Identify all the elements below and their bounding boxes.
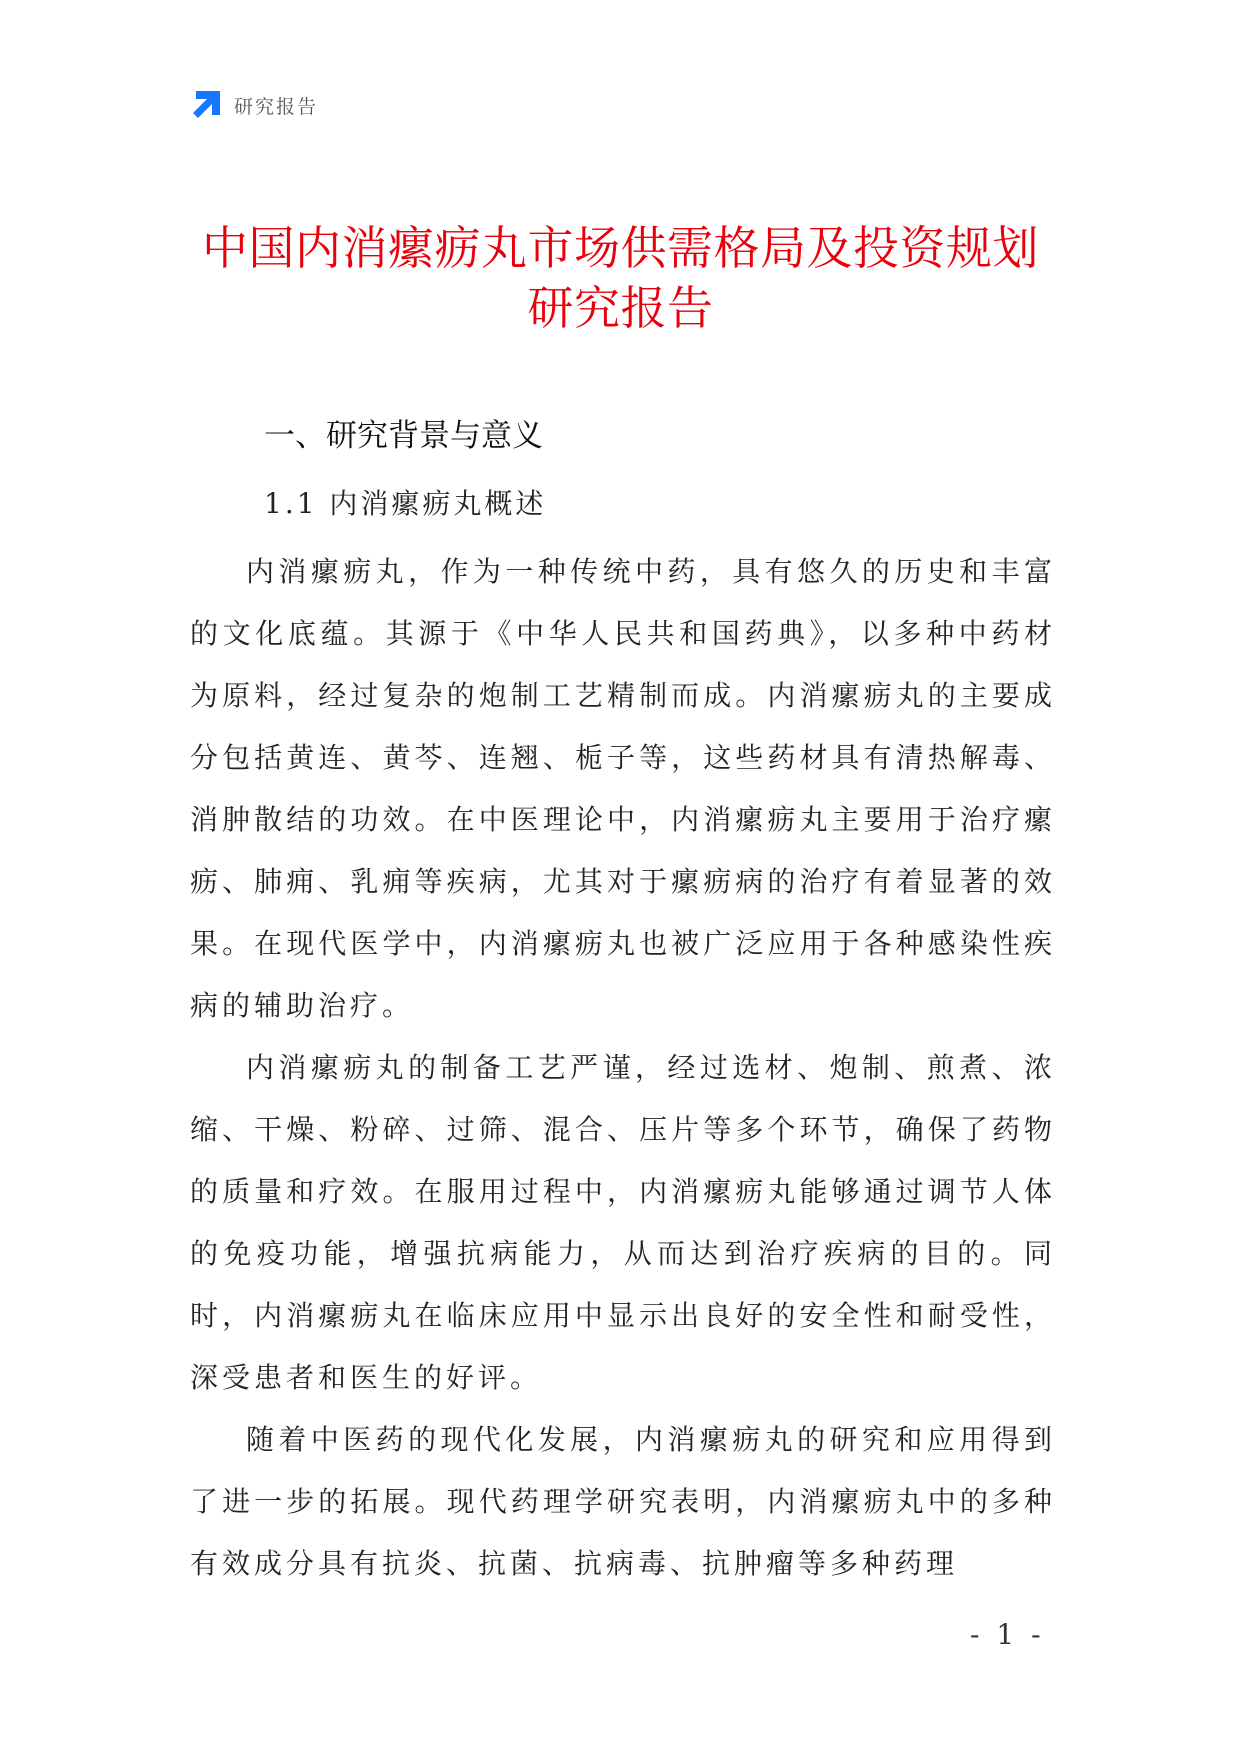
header-label: 研究报告 (234, 95, 319, 118)
page-header (190, 88, 318, 122)
sub-heading: 1.1 内消瘰疬丸概述 (264, 487, 547, 520)
paragraph-3: 随着中医药的现代化发展，内消瘰疬丸的研究和应用得到了进一步的拓展。现代药理学研究表明，内消瘰疬丸中的多种有效成分具有抗炎、抗菌、抗病毒、抗肿瘤等多种药理 (190, 1423, 1056, 1580)
document-title (150, 218, 1091, 338)
page-number: - 1 - (970, 1618, 1045, 1651)
paragraph-1: 内消瘰疬丸，作为一种传统中药，具有悠久的历史和丰富的文化底蕴。其源于《中华人民共和国药典》，以多种中药材为原料，经过复杂的炮制工艺精制而成。内消瘰疬丸的主要成分包括黄连、黄芩、连翘、栀子等，这些药材具有清热解毒、消肿散结的功效。在中医理论中，内消瘰疬丸主要用于治疗瘰疬、肺痈、乳痈等疾病，尤其对于瘰疬病的治疗有着显著的效果。在现代医学中，内消瘰疬丸也被广泛应用于各种感染性疾病的辅助治疗。 (190, 555, 1056, 1022)
body-text (190, 541, 1056, 1595)
title-line-2: 研究报告 (527, 281, 714, 335)
paragraph-2: 内消瘰疬丸的制备工艺严谨，经过选材、炮制、煎煮、浓缩、干燥、粉碎、过筛、混合、压片等多个环节，确保了药物的质量和疗效。在服用过程中，内消瘰疬丸能够通过调节人体的免疫功能，增强抗病能力，从而达到治疗疾病的目的。同时，内消瘰疬丸在临床应用中显示出良好的安全性和耐受性，深受患者和医生的好评。 (190, 1051, 1056, 1394)
title-line-1: 中国内消瘰疬丸市场供需格局及投资规划 (202, 221, 1039, 275)
arrow-logo-icon (190, 89, 222, 121)
section-heading: 一、研究背景与意义 (264, 418, 543, 454)
